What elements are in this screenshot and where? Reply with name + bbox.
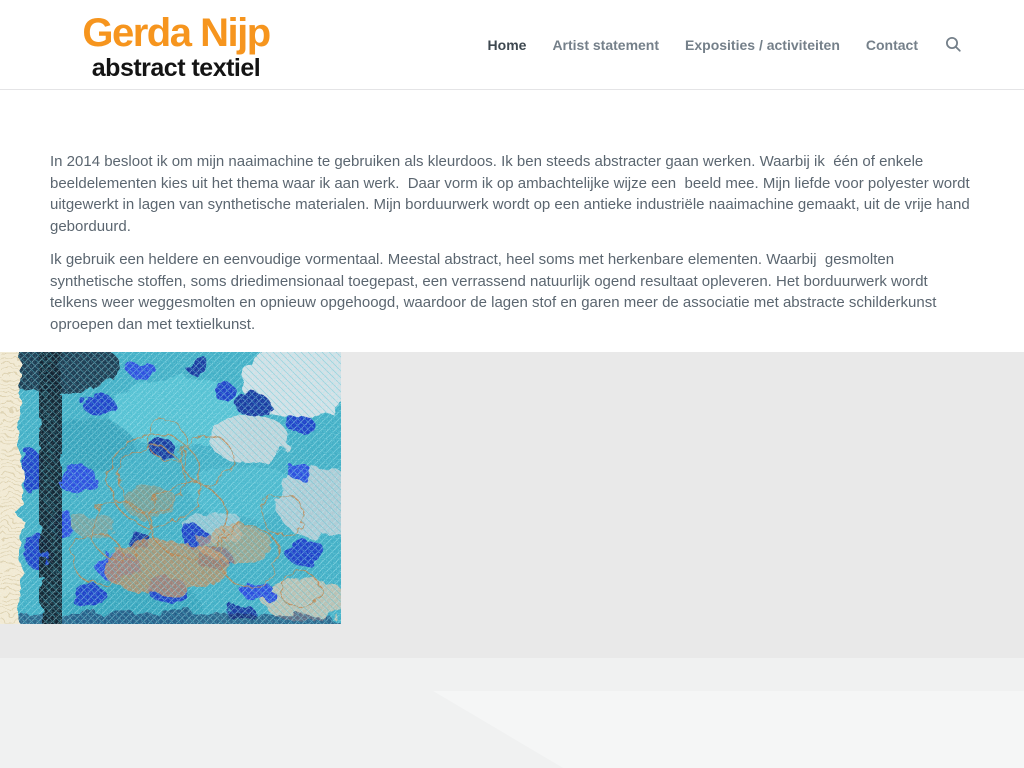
artwork-image[interactable] — [0, 352, 341, 624]
logo-title: Gerda Nijp — [82, 10, 270, 55]
site-logo-link[interactable] — [65, 9, 287, 81]
footer-diagonal-decoration — [0, 658, 1024, 768]
search-icon — [945, 36, 962, 53]
nav-item-contact[interactable]: Contact — [865, 36, 918, 53]
site-header — [0, 0, 1024, 90]
abstract-textile-artwork — [0, 352, 341, 624]
nav-item-artist-statement[interactable]: Artist statement — [552, 36, 660, 53]
intro-paragraph-1: In 2014 besloot ik om mijn naaimachine te gebruiken als kleurdoos. Ik ben steeds abstracter gaan werken. Waarbij ik één of enkele beeldelementen kies uit het thema waar ik aan werk. Daar vorm ik op ambachtelijke wijze een beeld mee. Mijn liefde voor polyester wordt uitgewerkt in lagen van synthetische materialen. Mijn borduurwerk wordt op een antieke industriële naaimachine gemaakt, uit de vrije hand geborduurd. — [50, 153, 974, 236]
page-footer — [0, 658, 1024, 768]
nav-item-exposities-activiteiten[interactable]: Exposities / activiteiten — [685, 36, 840, 53]
search-button[interactable] — [944, 36, 962, 54]
logo-subtitle: abstract textiel — [91, 53, 261, 82]
main-content — [0, 90, 1024, 352]
intro-paragraph-2: Ik gebruik een heldere en eenvoudige vormentaal. Meestal abstract, heel soms met herkenbare elementen. Waarbij gesmolten synthetische stoffen, soms driedimensionaal toegepast, een verrassend natuurlijk ogend resultaat opleveren. Het borduurwerk wordt telkens weer weggesmolten en opnieuw opgehoogd, waardoor de lagen stof en garen meer de associatie met abstracte schilderkunst oproepen dan met textielkunst. — [50, 250, 941, 333]
nav-item-home[interactable]: Home — [487, 36, 527, 53]
main-nav — [488, 36, 962, 54]
artwork-band — [0, 352, 1024, 658]
